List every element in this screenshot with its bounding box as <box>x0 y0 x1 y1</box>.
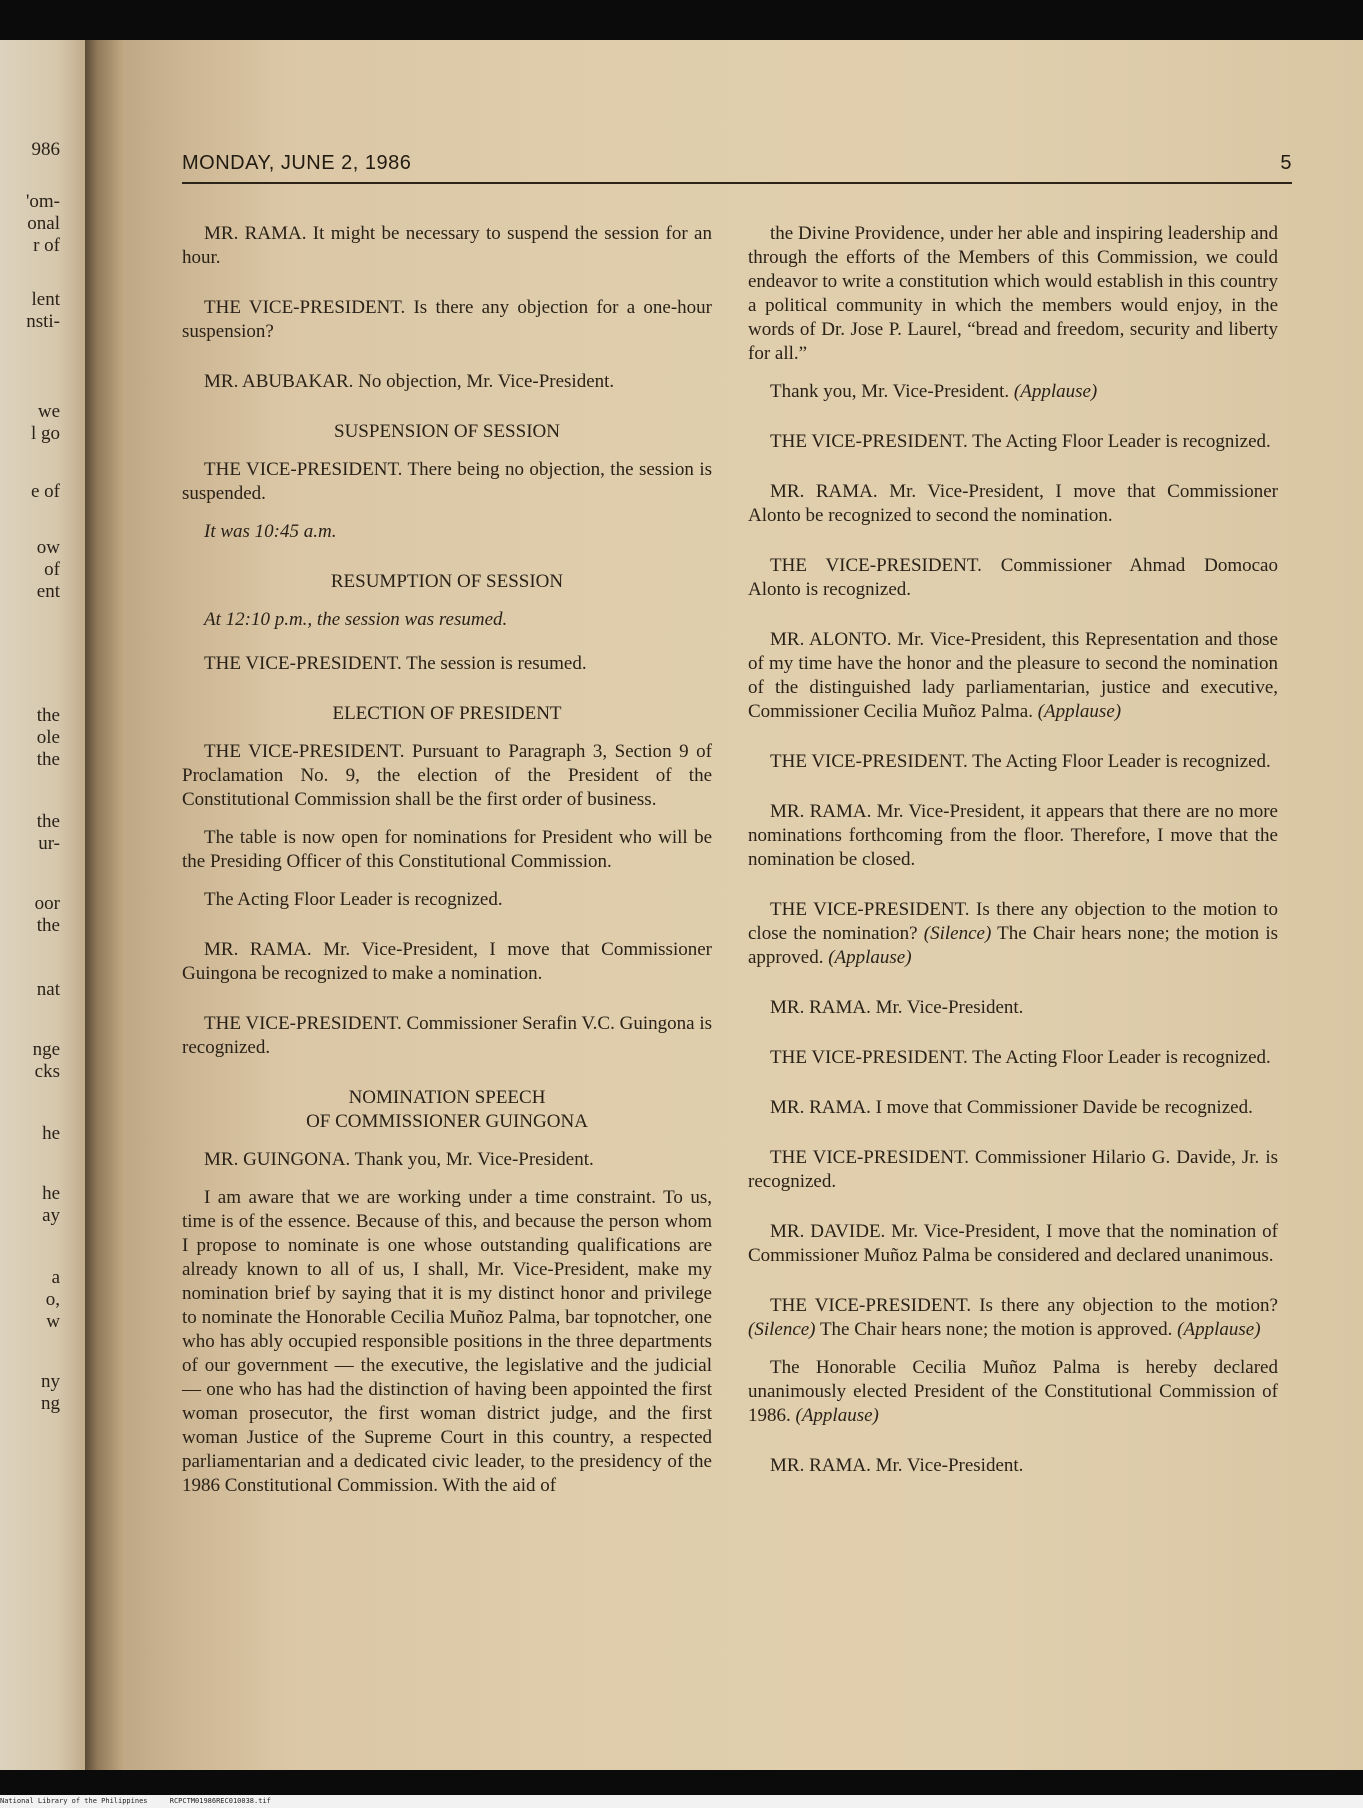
previous-page-fragment: he <box>42 1183 60 1204</box>
stage-direction: (Applause) <box>1013 381 1098 402</box>
previous-page-fragment: ent <box>36 581 60 602</box>
transcript-paragraph <box>182 458 712 506</box>
previous-page-fragment: e of <box>30 481 60 502</box>
previous-page-fragment: lent <box>31 289 60 310</box>
header-date: MONDAY, JUNE 2, 1986 <box>182 152 412 174</box>
transcript-paragraph <box>182 740 712 812</box>
transcript-paragraph <box>748 1146 1278 1194</box>
previous-page-fragment: a <box>51 1267 60 1288</box>
paragraph-text: THE VICE-PRESIDENT. Pursuant to Paragraph 3, Section 9 of Proclamation No. 9, the election of the President of the Constitutional Commission shall be the first order of business. <box>182 741 712 810</box>
previous-page-fragment: ow <box>36 537 60 558</box>
previous-page-fragment: of <box>44 559 60 580</box>
section-heading: RESUMPTION OF SESSION <box>330 571 564 592</box>
paragraph-text: MR. ABUBAKAR. No objection, Mr. Vice-President. <box>204 371 615 392</box>
transcript-paragraph <box>182 652 712 676</box>
paragraph-text: THE VICE-PRESIDENT. Is there any objection to the motion to close the nomination? <box>748 899 1278 944</box>
previous-page-fragment: onal <box>27 213 60 234</box>
footer-library: National Library of the Philippines <box>0 1797 148 1805</box>
transcript-paragraph <box>748 1046 1278 1070</box>
transcript-paragraph <box>182 370 712 394</box>
paragraph-text: I am aware that we are working under a time constraint. To us, time is of the essence. Because of this, and because the person whom I propose to nominate is one whose outstanding qualifications are already known to all of us, I shall, Mr. Vice-President, make my nomination brief by saying that it is my distinct honor and privilege to nominate the Honorable Cecilia Muñoz Palma, bar topnotcher, one who has ably occupied responsible positions in the three departments of our government — the executive, the legislative and the judicial — one who has had the distinction of having been appointed the first woman prosecutor, the first woman district judge, and the first woman Justice of the Supreme Court in this country, a respected parliamentarian and a dedicated civic leader, to the presidency of the 1986 Constitutional Commission. With the aid of <box>182 1187 712 1496</box>
paragraph-text: THE VICE-PRESIDENT. Is there any objection for a one-hour suspension? <box>182 297 712 342</box>
transcript-paragraph <box>748 1096 1278 1120</box>
transcript-paragraph <box>182 222 712 270</box>
previous-page-fragment: he <box>42 1123 60 1144</box>
transcript-paragraph <box>748 800 1278 872</box>
paragraph-text: MR. RAMA. Mr. Vice-President, it appears that there are no more nominations forthcoming from the floor. Therefore, I move that the nomination be closed. <box>748 801 1278 870</box>
paragraph-text: THE VICE-PRESIDENT. Commissioner Hilario G. Davide, Jr. is recognized. <box>748 1147 1278 1192</box>
paragraph-text: MR. RAMA. Mr. Vice-President, I move that Commissioner Alonto be recognized to second the nomination. <box>748 481 1278 526</box>
previous-page-fragment: ur- <box>38 833 60 854</box>
page-header <box>182 152 1292 184</box>
section-heading: SUSPENSION OF SESSION <box>334 421 560 442</box>
transcript-paragraph <box>748 222 1278 366</box>
previous-page-fragment: r of <box>33 235 60 256</box>
section-heading: ELECTION OF PRESIDENT <box>332 703 562 724</box>
transcript-paragraph <box>748 554 1278 602</box>
transcript-paragraph <box>182 1186 712 1498</box>
paragraph-text: the Divine Providence, under her able and inspiring leadership and through the efforts of the Members of this Commission, we could endeavor to write a constitution which would establish in this country a political community in which the members would enjoy, in the words of Dr. Jose P. Laurel, “bread and freedom, security and liberty for all.” <box>748 223 1278 364</box>
transcript-paragraph <box>748 750 1278 774</box>
paragraph-text: The table is now open for nominations for President who will be the Presiding Officer of this Constitutional Commission. <box>182 827 712 872</box>
paragraph-text: THE VICE-PRESIDENT. The Acting Floor Leader is recognized. <box>770 751 1271 772</box>
scanned-page-spread <box>0 40 1363 1770</box>
paragraph-text: THE VICE-PRESIDENT. There being no objection, the session is suspended. <box>182 459 712 504</box>
stage-direction: (Applause) <box>828 947 912 968</box>
paragraph-text: MR. ALONTO. Mr. Vice-President, this Representation and those of my time have the honor and the pleasure to second the nomination of the distinguished lady parliamentarian, justice and executive, Commissioner Cecilia Muñoz Palma. <box>748 629 1278 722</box>
paragraph-text: MR. GUINGONA. Thank you, Mr. Vice-President. <box>204 1149 594 1170</box>
paragraph-text: THE VICE-PRESIDENT. Commissioner Ahmad Domocao Alonto is recognized. <box>748 555 1278 600</box>
paragraph-text: MR. RAMA. Mr. Vice-President. <box>770 997 1024 1018</box>
paragraph-text: MR. RAMA. I move that Commissioner Davide be recognized. <box>770 1097 1253 1118</box>
transcript-paragraph <box>748 996 1278 1020</box>
paragraph-text: MR. RAMA. Mr. Vice-President, I move that Commissioner Guingona be recognized to make a nomination. <box>182 939 712 984</box>
paragraph-text: THE VICE-PRESIDENT. The Acting Floor Leader is recognized. <box>770 1047 1271 1068</box>
previous-page-fragment: oor <box>34 893 60 914</box>
previous-page-fragment: ay <box>42 1205 60 1226</box>
transcript-paragraph <box>182 888 712 912</box>
previous-page-fragment: o, <box>45 1289 60 1310</box>
paragraph-text: The Acting Floor Leader is recognized. <box>204 889 503 910</box>
stage-direction: (Applause) <box>1177 1319 1261 1340</box>
previous-page-edge <box>0 40 95 1770</box>
transcript-paragraph <box>182 826 712 874</box>
footer-filename: RCPCTM01986REC010038.tif <box>169 1797 271 1805</box>
section-heading: OF COMMISSIONER GUINGONA <box>306 1111 588 1132</box>
previous-page-fragment: the <box>36 749 60 770</box>
paragraph-text: THE VICE-PRESIDENT. Commissioner Serafin V.C. Guingona is recognized. <box>182 1013 712 1058</box>
page <box>110 40 1363 1770</box>
stage-direction: (Applause) <box>1037 701 1122 722</box>
transcript-paragraph <box>182 938 712 986</box>
paragraph-text: MR. RAMA. It might be necessary to suspend the session for an hour. <box>182 223 712 268</box>
left-column <box>182 222 712 1498</box>
transcript-paragraph <box>748 1454 1278 1478</box>
stage-direction: (Silence) <box>923 923 992 944</box>
previous-page-fragment: w <box>46 1311 60 1332</box>
previous-page-fragment: cks <box>34 1061 60 1082</box>
transcript-paragraph <box>182 1148 712 1172</box>
page-number: 5 <box>1280 152 1292 174</box>
paragraph-text: THE VICE-PRESIDENT. The Acting Floor Leader is recognized. <box>770 431 1271 452</box>
transcript-paragraph <box>748 898 1278 970</box>
previous-page-fragment: ng <box>41 1393 60 1414</box>
time-note <box>182 520 712 544</box>
previous-page-fragment: the <box>36 915 60 936</box>
transcript-paragraph <box>748 1220 1278 1268</box>
previous-page-fragment: nsti- <box>26 311 60 332</box>
right-column <box>748 222 1278 1478</box>
scan-footer <box>0 1795 1363 1808</box>
paragraph-text: Thank you, Mr. Vice-President. <box>770 381 1010 402</box>
paragraph-text: The Honorable Cecilia Muñoz Palma is hereby declared unanimously elected President of the Constitutional Commission of 1986. <box>748 1357 1278 1426</box>
transcript-paragraph <box>748 380 1278 404</box>
section-heading: NOMINATION SPEECH <box>348 1087 546 1108</box>
time-note <box>182 608 712 632</box>
transcript-paragraph <box>748 430 1278 454</box>
transcript-paragraph <box>748 628 1278 724</box>
paragraph-text: MR. DAVIDE. Mr. Vice-President, I move that the nomination of Commissioner Muñoz Palma be considered and declared unanimous. <box>748 1221 1278 1266</box>
paragraph-text: At 12:10 p.m., the session was resumed. <box>204 609 508 630</box>
transcript-paragraph <box>182 1012 712 1060</box>
stage-direction: (Silence) <box>748 1319 816 1340</box>
previous-page-fragment: ole <box>36 727 60 748</box>
previous-page-fragment: nat <box>36 979 60 1000</box>
stage-direction: (Applause) <box>795 1405 879 1426</box>
previous-page-fragment: 986 <box>31 139 60 160</box>
paragraph-text: The Chair hears none; the motion is approved. <box>819 1319 1173 1340</box>
transcript-paragraph <box>748 1356 1278 1428</box>
previous-page-fragment: the <box>36 811 60 832</box>
paragraph-text: THE VICE-PRESIDENT. Is there any objection to the motion? <box>770 1295 1278 1316</box>
book-spine-shadow <box>85 40 125 1770</box>
previous-page-fragment: 'om- <box>25 191 60 212</box>
previous-page-fragment: we <box>37 401 60 422</box>
paragraph-text: THE VICE-PRESIDENT. The session is resumed. <box>204 653 587 674</box>
transcript-paragraph <box>182 296 712 344</box>
previous-page-fragment: ny <box>41 1371 60 1392</box>
paragraph-text: The Chair hears none; the motion is approved. <box>748 923 1278 968</box>
paragraph-text: It was 10:45 a.m. <box>204 521 337 542</box>
transcript-paragraph <box>748 480 1278 528</box>
transcript-paragraph <box>748 1294 1278 1342</box>
previous-page-fragment: nge <box>32 1039 60 1060</box>
previous-page-fragment: l go <box>30 423 60 444</box>
previous-page-fragment: the <box>36 705 60 726</box>
paragraph-text: MR. RAMA. Mr. Vice-President. <box>770 1455 1024 1476</box>
